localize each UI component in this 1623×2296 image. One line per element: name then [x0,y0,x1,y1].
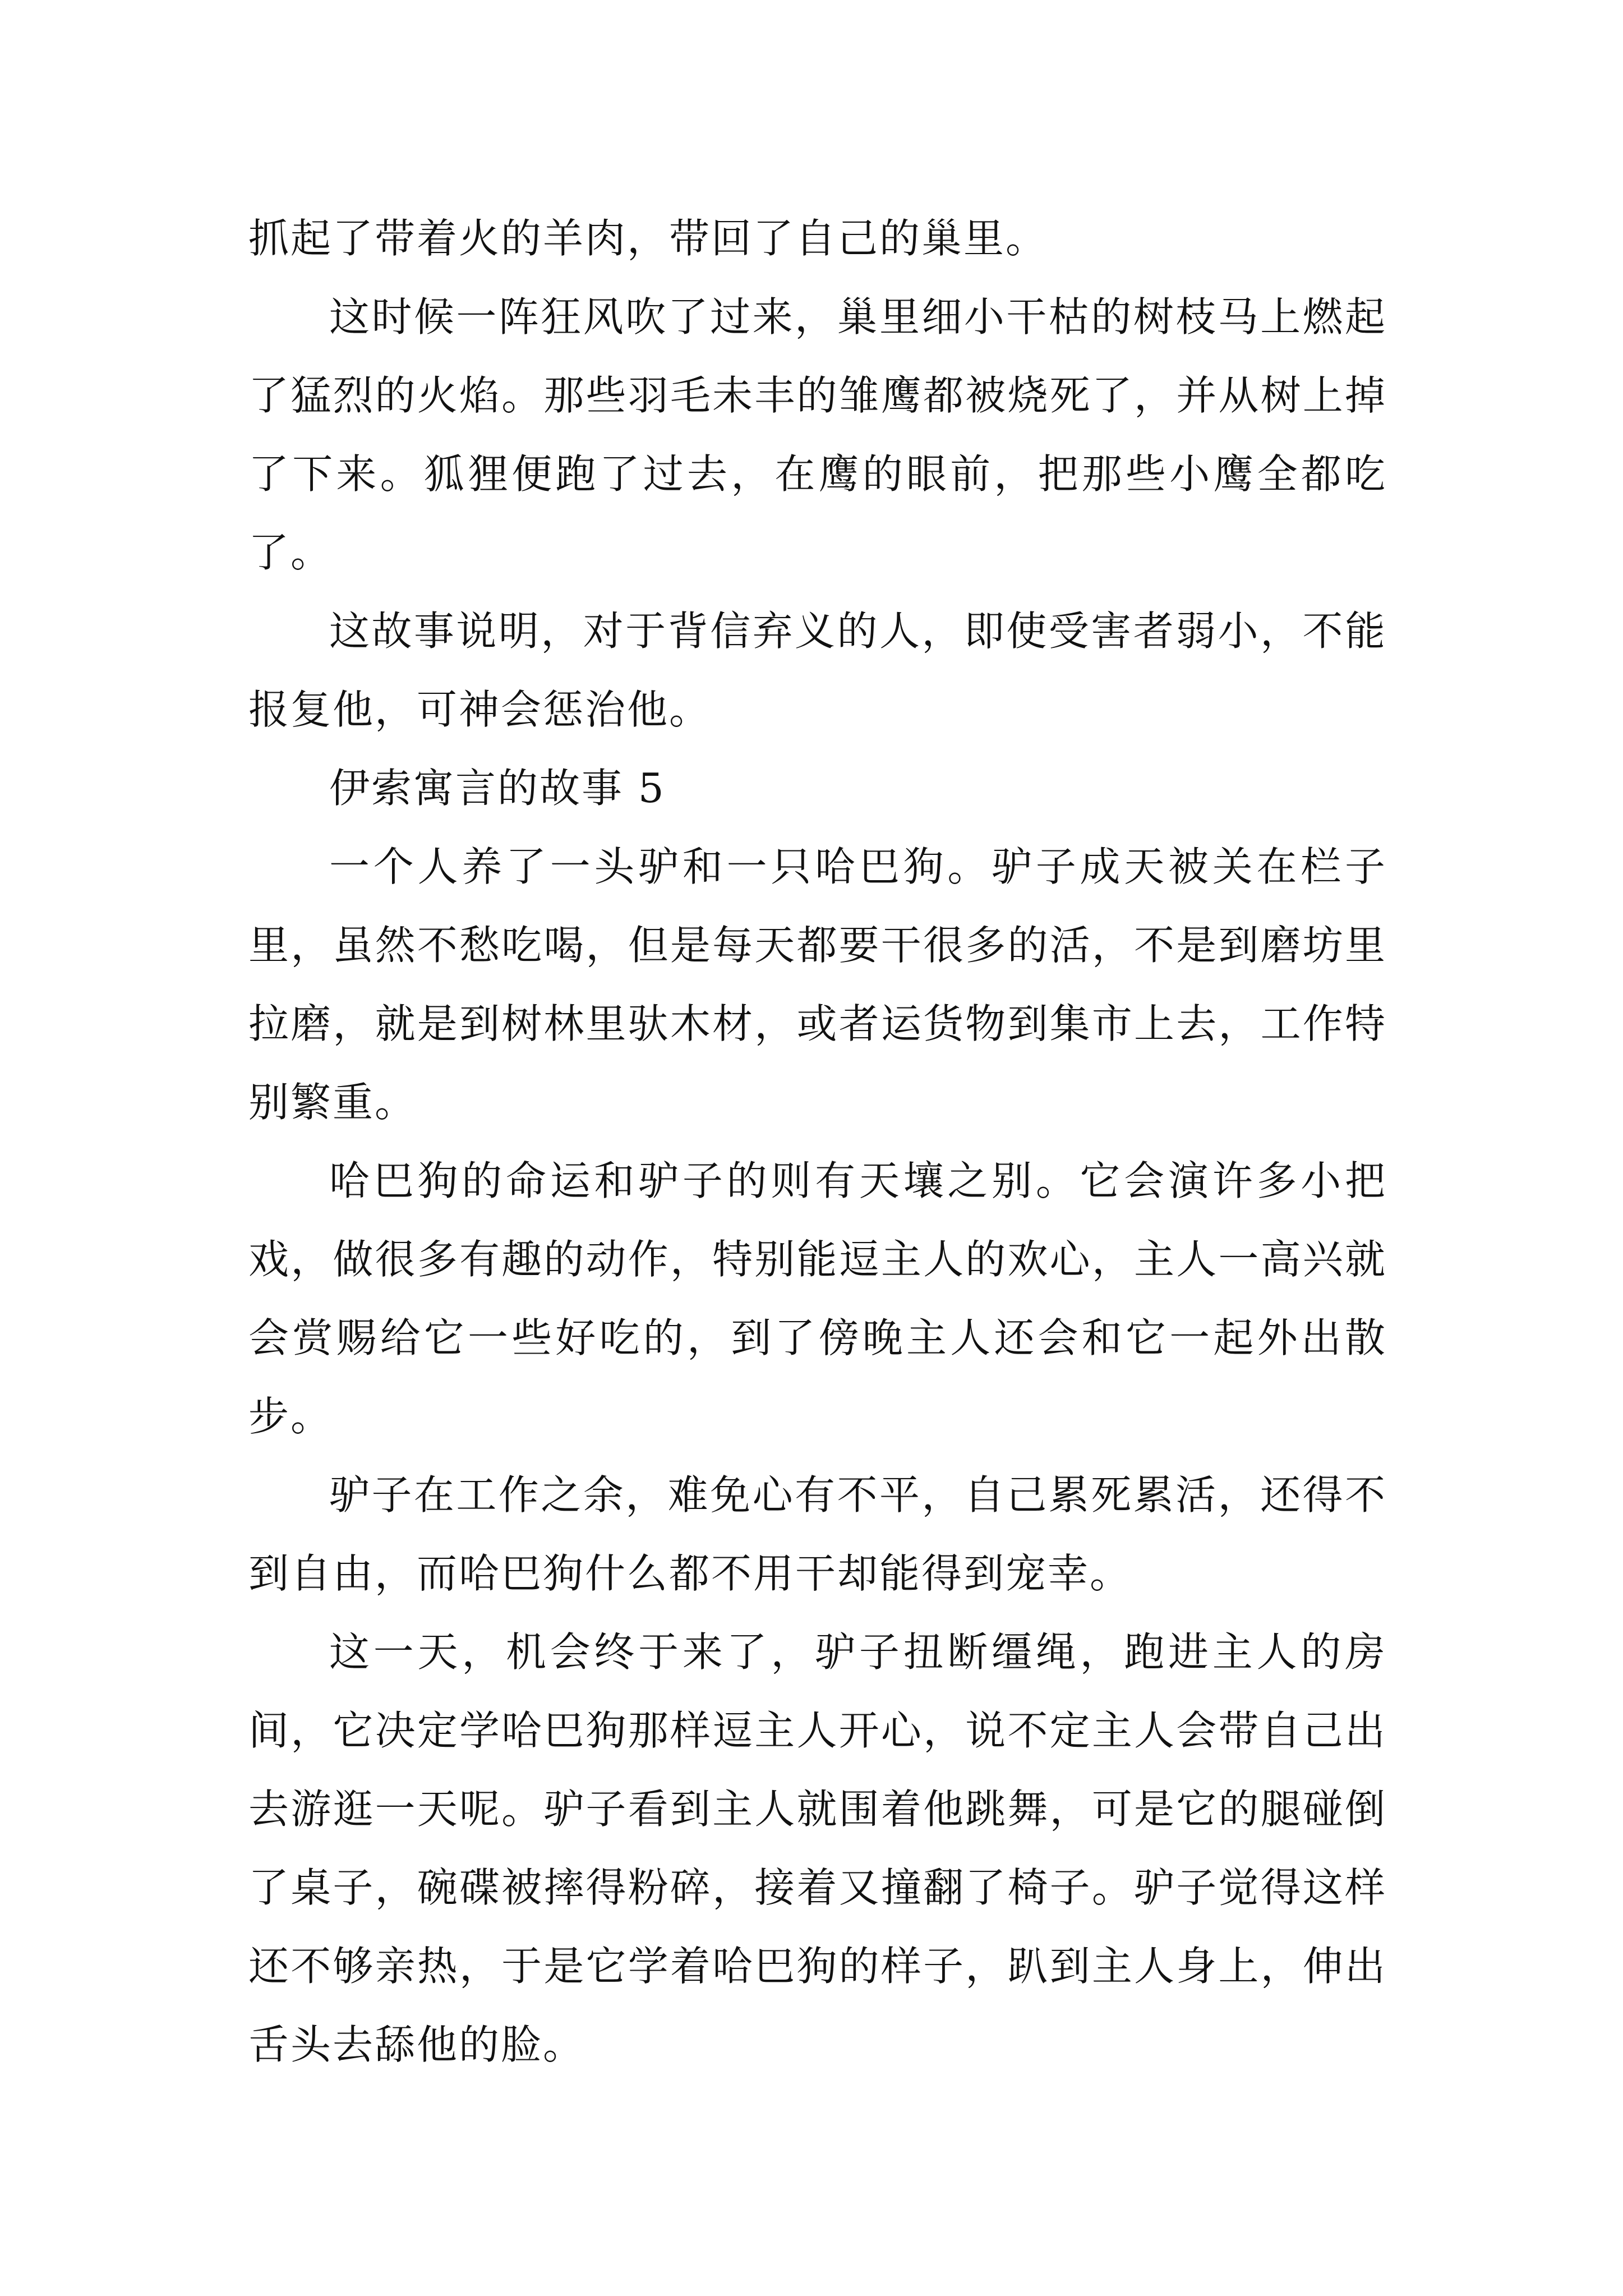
paragraph-donkey-attempt: 这一天，机会终于来了，驴子扭断缰绳，跑进主人的房间，它决定学哈巴狗那样逗主人开心，说不定主人会带自己出去游逛一天呢。驴子看到主人就围着他跳舞，可是它的腿碰倒了桌子，碗碟被摔得粉碎，接着又撞翻了椅子。驴子觉得这样还不够亲热，于是它学着哈巴狗的样子，趴到主人身上，伸出舌头去舔他的脸。 [248,1628,1387,2068]
paragraph-continuation: 抓起了带着火的羊肉，带回了自己的巢里。 [248,215,1048,262]
section-heading: 伊索寓言的故事 5 [329,765,666,812]
paragraph-donkey-envy: 驴子在工作之余，难免心有不平，自己累死累活，还得不到自由，而哈巴狗什么都不用干却能得到宠幸。 [248,1471,1387,1597]
paragraph-moral: 这故事说明，对于背信弃义的人，即使受害者弱小，不能报复他，可神会惩治他。 [248,608,1387,733]
paragraph-fire-nest: 这时候一阵狂风吹了过来，巢里细小干枯的树枝马上燃起了猛烈的火焰。那些羽毛未丰的雏鹰都被烧死了，并从树上掉了下来。狐狸便跑了过去，在鹰的眼前，把那些小鹰全都吃了。 [248,293,1387,576]
document-body [248,199,1387,2084]
paragraph-dog-fate: 哈巴狗的命运和驴子的则有天壤之别。它会演许多小把戏，做很多有趣的动作，特别能逗主人的欢心，主人一高兴就会赏赐给它一些好吃的，到了傍晚主人还会和它一起外出散步。 [248,1157,1387,1440]
paragraph-donkey-and-dog: 一个人养了一头驴和一只哈巴狗。驴子成天被关在栏子里，虽然不愁吃喝，但是每天都要干很多的活，不是到磨坊里拉磨，就是到树林里驮木材，或者运货物到集市上去，工作特别繁重。 [248,843,1387,1126]
